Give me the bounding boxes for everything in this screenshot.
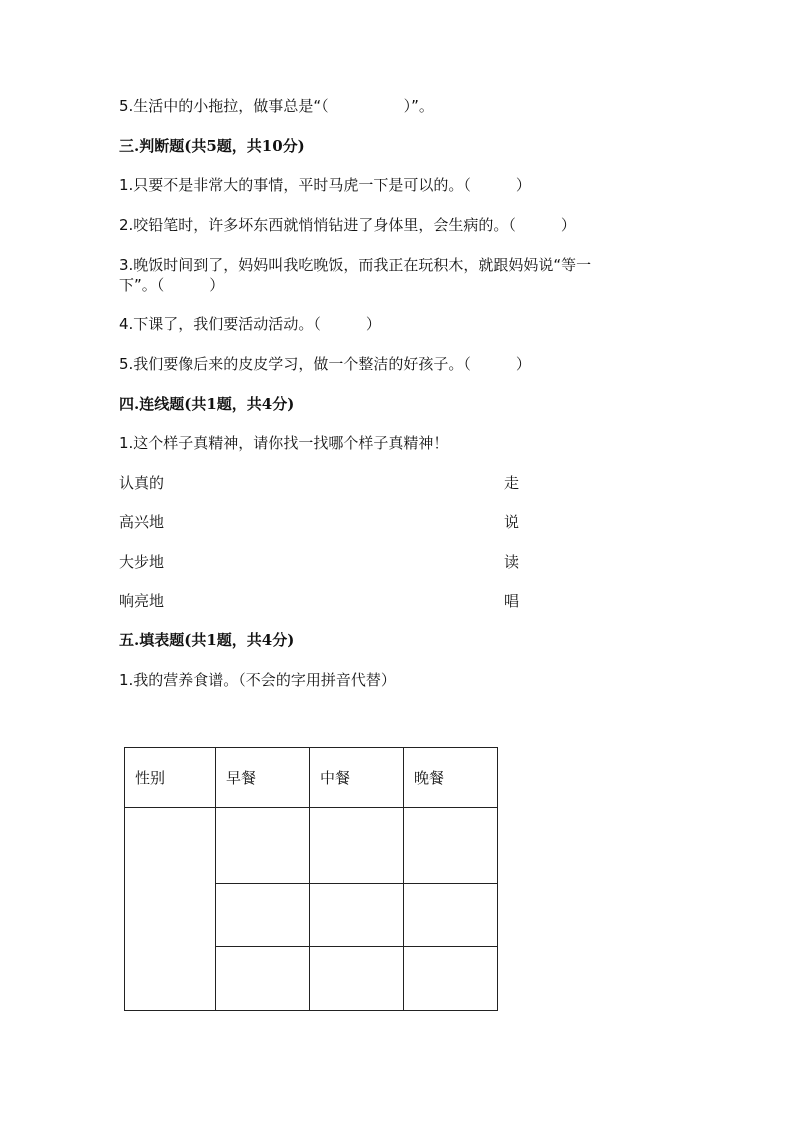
dinner-cell[interactable] — [404, 947, 498, 1011]
matching-question: 1.这个样子真精神，请你找一找哪个样子真精神！ — [119, 434, 449, 452]
header-breakfast: 早餐 — [216, 748, 310, 808]
gender-cell[interactable] — [125, 808, 216, 1011]
judge-item-3-line-2: 下”。（ ） — [119, 276, 225, 294]
nutrition-menu-table — [124, 747, 498, 1011]
breakfast-cell[interactable] — [216, 947, 310, 1011]
lunch-cell[interactable] — [310, 884, 404, 947]
table-question: 1.我的营养食谱。（不会的字用拼音代替） — [119, 671, 396, 689]
judge-item-4: 4.下课了，我们要活动活动。（ ） — [119, 315, 381, 333]
match-left-item: 高兴地 — [119, 513, 165, 531]
judge-item-2: 2.咬铅笔时，许多坏东西就悄悄钻进了身体里，会生病的。（ ） — [119, 216, 576, 234]
match-left-item: 认真的 — [119, 474, 165, 492]
match-right-item: 走 — [504, 474, 520, 492]
judge-item-3-line-1: 3.晚饭时间到了，妈妈叫我吃晚饭，而我正在玩积木，就跟妈妈说“等一 — [119, 256, 592, 274]
breakfast-cell[interactable] — [216, 884, 310, 947]
section-5-heading: 五.填表题(共1题，共4分) — [119, 631, 295, 649]
lunch-cell[interactable] — [310, 947, 404, 1011]
section-4-heading: 四.连线题(共1题，共4分) — [119, 395, 295, 413]
match-right-item: 唱 — [504, 592, 520, 610]
section-3-heading: 三.判断题(共5题，共10分) — [119, 137, 305, 155]
match-left-item: 大步地 — [119, 553, 165, 571]
header-dinner: 晚餐 — [404, 748, 498, 808]
match-right-item: 读 — [504, 553, 520, 571]
judge-item-5: 5.我们要像后来的皮皮学习，做一个整洁的好孩子。（ ） — [119, 355, 531, 373]
dinner-cell[interactable] — [404, 884, 498, 947]
dinner-cell[interactable] — [404, 808, 498, 884]
lunch-cell[interactable] — [310, 808, 404, 884]
judge-item-1: 1.只要不是非常大的事情，平时马虎一下是可以的。（ ） — [119, 176, 531, 194]
table-row — [125, 808, 498, 884]
match-right-item: 说 — [504, 513, 520, 531]
match-left-item: 响亮地 — [119, 592, 165, 610]
breakfast-cell[interactable] — [216, 808, 310, 884]
question-2-5: 5.生活中的小拖拉，做事总是“（ ）”。 — [119, 97, 434, 115]
header-lunch: 中餐 — [310, 748, 404, 808]
header-gender: 性别 — [125, 748, 216, 808]
table-header-row — [125, 748, 498, 808]
